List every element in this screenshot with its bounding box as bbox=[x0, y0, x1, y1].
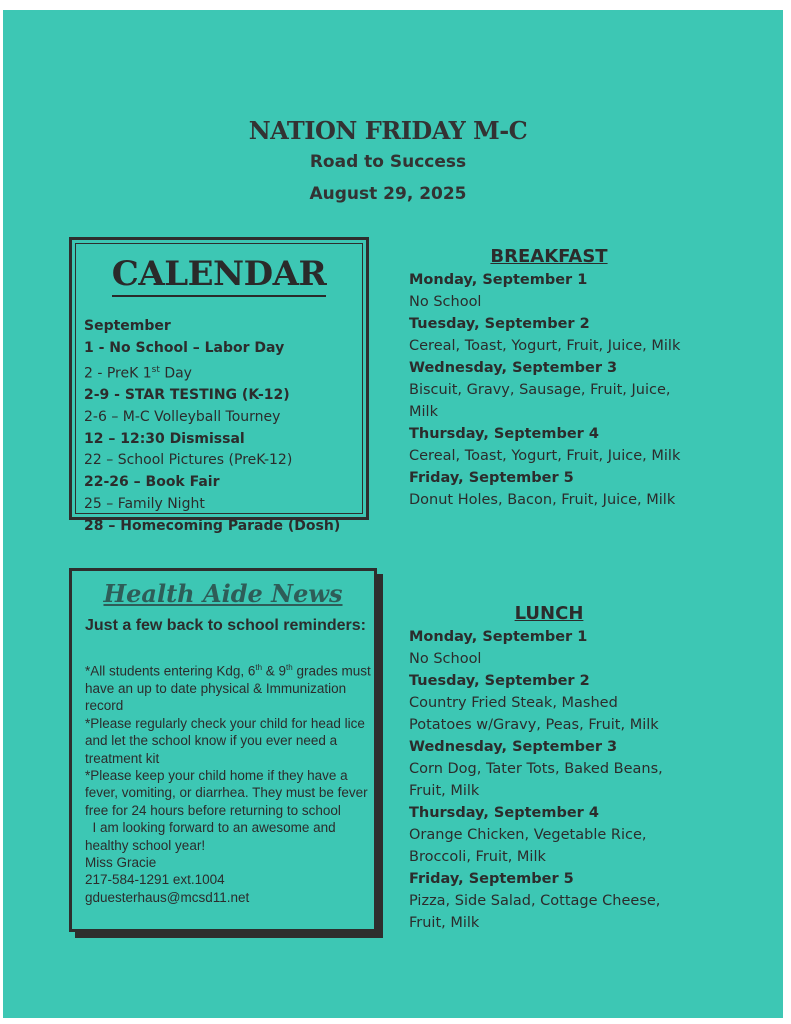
health-line: *Please regularly check your child for head lice and let the school know if you ever need a treatment kit bbox=[85, 715, 369, 766]
calendar-item: 2 - PreK 1st Day bbox=[84, 364, 192, 382]
health-signature: Miss Gracie bbox=[85, 854, 157, 870]
menu-day: Tuesday, September 2 bbox=[409, 316, 590, 332]
lunch-title: LUNCH bbox=[514, 603, 584, 624]
menu-day: Friday, September 5 bbox=[409, 470, 574, 486]
menu-items: No School bbox=[409, 294, 482, 310]
flyer-page bbox=[3, 10, 783, 1018]
menu-day: Friday, September 5 bbox=[409, 871, 574, 887]
calendar-item: 2-9 - STAR TESTING (K-12) bbox=[84, 387, 290, 404]
menu-items: Pizza, Side Salad, Cottage Cheese, Fruit, Milk bbox=[409, 893, 661, 931]
breakfast-menu bbox=[409, 246, 709, 511]
menu-items: Cereal, Toast, Yogurt, Fruit, Juice, Milk bbox=[409, 448, 681, 464]
menu-day: Thursday, September 4 bbox=[409, 805, 599, 821]
menu-day: Wednesday, September 3 bbox=[409, 360, 618, 376]
calendar-item: 12 – 12:30 Dismissal bbox=[84, 430, 245, 447]
menu-items: No School bbox=[409, 651, 482, 667]
health-phone: 217-584-1291 ext.1004 bbox=[85, 872, 225, 888]
calendar-title: CALENDAR bbox=[72, 254, 366, 294]
health-line: I am looking forward to an awesome and healthy school year! bbox=[85, 820, 340, 853]
health-line: *All students entering Kdg, 6th & 9th grades must have an up to date physical & Immunization record bbox=[85, 663, 375, 714]
health-email: gduesterhaus@mcsd11.net bbox=[85, 889, 250, 905]
page-date: August 29, 2025 bbox=[309, 184, 467, 204]
health-title: Health Aide News bbox=[103, 579, 343, 608]
menu-items: Corn Dog, Tater Tots, Baked Beans, Fruit, Milk bbox=[409, 761, 663, 799]
health-line: *Please keep your child home if they have a fever, vomiting, or diarrhea. They must be fever free for 24 hours before returning to school bbox=[85, 767, 372, 818]
menu-day: Wednesday, September 3 bbox=[409, 739, 618, 755]
menu-items: Country Fried Steak, Mashed Potatoes w/Gravy, Peas, Fruit, Milk bbox=[409, 695, 659, 733]
calendar-item: 28 – Homecoming Parade (Dosh) bbox=[84, 517, 341, 534]
menu-items: Donut Holes, Bacon, Fruit, Juice, Milk bbox=[409, 492, 676, 508]
calendar-item: 2-6 – M-C Volleyball Tourney bbox=[84, 408, 281, 425]
page-title: NATION FRIDAY M-C bbox=[248, 116, 528, 145]
menu-items: Biscuit, Gravy, Sausage, Fruit, Juice, Milk bbox=[409, 382, 671, 420]
calendar-item: 1 - No School – Labor Day bbox=[84, 339, 285, 356]
calendar-list bbox=[84, 316, 340, 538]
calendar-item: 25 – Family Night bbox=[84, 496, 205, 513]
health-body bbox=[85, 659, 375, 906]
menu-day: Tuesday, September 2 bbox=[409, 673, 590, 689]
health-aide-box bbox=[69, 568, 377, 932]
menu-items: Orange Chicken, Vegetable Rice, Broccoli, Fruit, Milk bbox=[409, 827, 647, 865]
menu-items: Cereal, Toast, Yogurt, Fruit, Juice, Milk bbox=[409, 338, 681, 354]
menu-day: Monday, September 1 bbox=[409, 272, 588, 288]
menu-day: Thursday, September 4 bbox=[409, 426, 599, 442]
lunch-menu bbox=[409, 603, 709, 934]
calendar-month: September bbox=[84, 318, 171, 334]
calendar-item: 22-26 – Book Fair bbox=[84, 474, 220, 491]
menu-day: Monday, September 1 bbox=[409, 629, 588, 645]
calendar-box bbox=[69, 237, 369, 534]
breakfast-title: BREAKFAST bbox=[490, 246, 608, 267]
health-intro: Just a few back to school reminders: bbox=[85, 617, 366, 634]
calendar-item: 22 – School Pictures (PreK-12) bbox=[84, 452, 293, 469]
page-subtitle: Road to Success bbox=[309, 152, 467, 172]
